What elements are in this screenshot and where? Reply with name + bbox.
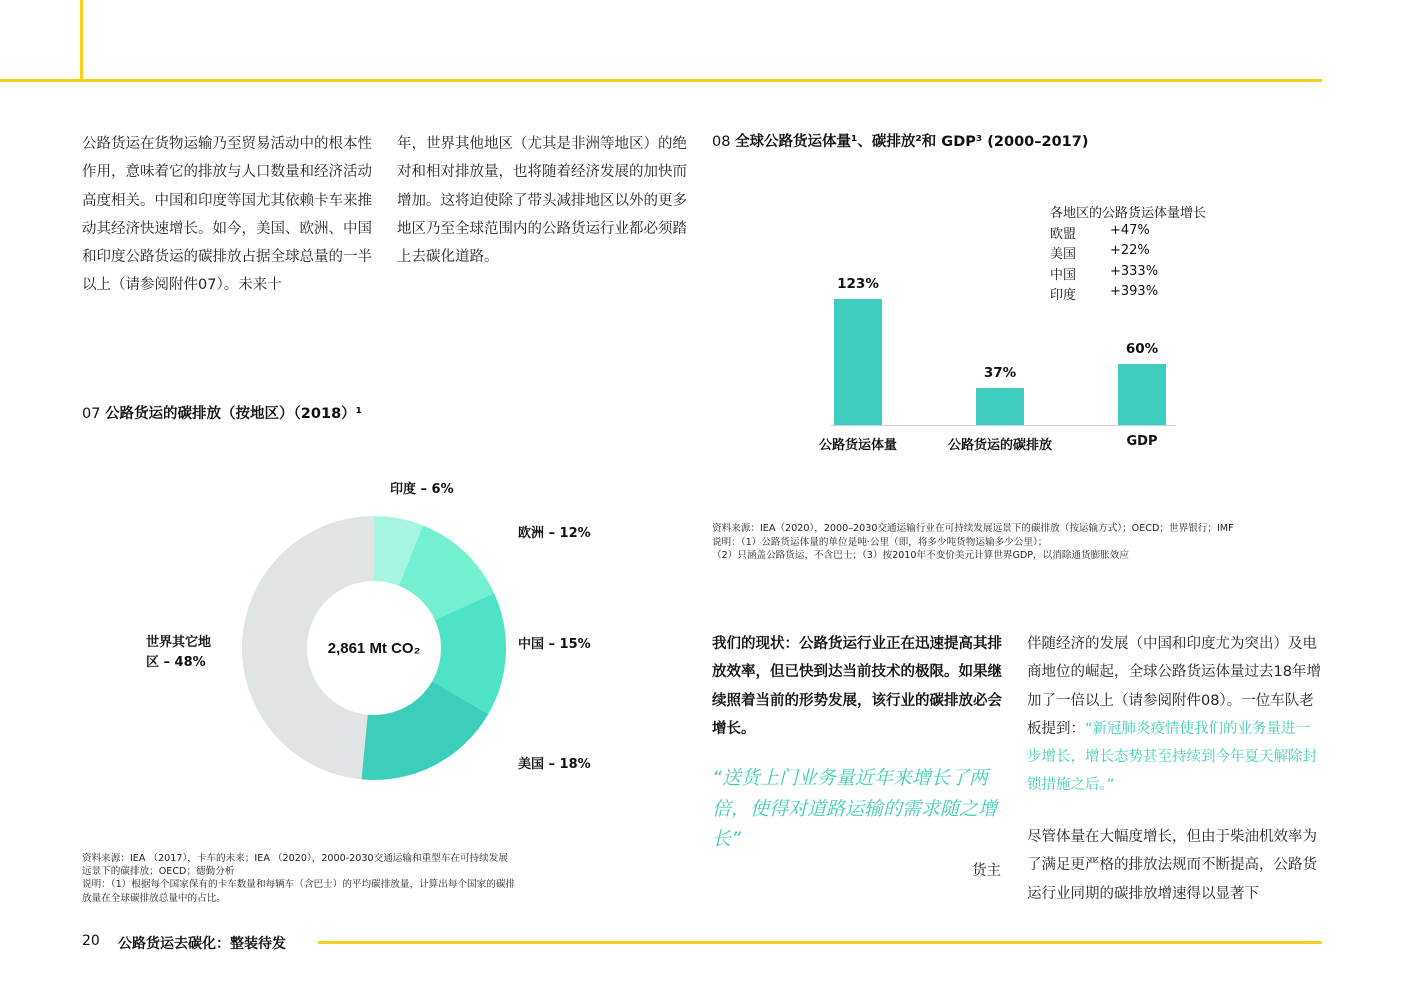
figure-07-title (82, 402, 362, 423)
figure-08-bar-chart (800, 270, 1200, 460)
pie-label-india: 印度 – 6% (390, 482, 454, 497)
bar (1118, 364, 1166, 426)
figure-08-number: 08 (712, 134, 731, 150)
figure-08-title (712, 130, 1089, 151)
figure-07-source-note (82, 852, 562, 905)
figure-07-source-line: 放量在全球碳排放总量中的占比。 (82, 892, 226, 904)
growth-table-row (1050, 243, 1206, 264)
intro-paragraph-col1: 公路货运在货物运输乃至贸易活动中的根本性作用，意味着它的排放与人口数量和经济活动高度相关。中国和印度等国尤其依赖卡车来推动其经济快速增长。如今，美国、欧洲、中国和印度公路货运的碳排放占据全球总量的一半以上（请参阅附件07）。未来十 (82, 136, 372, 294)
growth-region: 欧盟 (1050, 226, 1077, 242)
col4-paragraph-2: 尽管体量在大幅度增长，但由于柴油机效率为了满足更严格的排放法规而不断提高，公路货运行业同期的碳排放增速得以显著下 (1027, 829, 1317, 902)
growth-table-header: 各地区的公路货运体量增长 (1050, 206, 1207, 221)
growth-value: +22% (1110, 243, 1150, 258)
pie-label-rest-line2: 区 – 48% (146, 655, 206, 670)
bar (834, 299, 882, 426)
bar (976, 388, 1024, 426)
col4-paragraph-1 (1027, 630, 1323, 800)
pull-quote-attribution: 货主 (972, 863, 1001, 879)
bar-value-label: 60% (1125, 341, 1159, 358)
col4-paragraph-1-text: 伴随经济的发展（中国和印度尤为突出）及电商地位的崛起，全球公路货运体量过去18年增加了一倍以上（请参阅附件08）。一位车队老板提到： (1027, 636, 1321, 737)
intro-paragraph-col2: 年，世界其他地区（尤其是非洲等地区）的绝对和相对排放量，也将随着经济发展的加快而增加。这将迫使除了带头减排地区以外的更多地区乃至全球范围内的公路货运行业都必须踏上去碳化道路。 (397, 136, 687, 266)
bar-category-label: GDP (1126, 434, 1158, 449)
figure-08-source-line: 说明：（1）公路货运体量的单位是吨·公里（即，将多少吨货物运输多少公里）； (712, 536, 1048, 548)
pull-quote: “送货上门业务量近年来增长了两倍，使得对道路运输的需求随之增长” (712, 767, 998, 850)
figure-07-source-line: 说明：（1）根据每个国家保有的卡车数量和每辆车（含巴士）的平均碳排放量，计算出每个国家的碳排 (82, 879, 516, 891)
figure-08-title-text: 全球公路货运体量¹、碳排放²和 GDP³ (2000–2017) (735, 134, 1089, 150)
figure-07-title-text: 公路货运的碳排放（按地区）（2018）¹ (105, 406, 363, 422)
growth-value: +333% (1110, 263, 1159, 279)
growth-region: 中国 (1050, 267, 1077, 283)
pie-label-europe: 欧洲 – 12% (518, 526, 591, 541)
footer-title: 公路货运去碳化：整装待发 (118, 936, 286, 952)
current-status-paragraph: 我们的现状：公路货运行业正在迅速提高其排放效率，但已快到达当前技术的极限。如果继续照着当前的形势发展，该行业的碳排放必会增长。 (712, 636, 1002, 737)
bar-value-label: 37% (983, 364, 1017, 381)
figure-07-number: 07 (82, 406, 101, 422)
growth-region: 美国 (1050, 247, 1077, 262)
bar-category-label: 公路货运的碳排放 (947, 438, 1052, 453)
pie-label-usa: 美国 – 18% (518, 757, 591, 772)
bar-value-label: 123% (837, 276, 879, 293)
footer-page-number: 20 (82, 933, 100, 949)
footer-rule (318, 941, 1322, 944)
bar-baseline (830, 425, 1176, 426)
figure-07-donut-chart (240, 514, 508, 782)
figure-08-source-line: （2）只涵盖公路货运，不含巴士；（3）按2010年不变价美元计算世界GDP，以消除通货膨胀效应 (712, 550, 1129, 561)
figure-07-source-line: 资料来源：IEA （2017），卡车的未来；IEA （2020），2000-2030交通运输和重型车在可持续发展 (82, 853, 508, 864)
pie-label-china: 中国 – 15% (518, 637, 591, 652)
header-vertical-rule (80, 0, 83, 81)
growth-value: +47% (1110, 222, 1150, 238)
figure-08-source-note (712, 522, 1332, 563)
bar-category-label: 公路货运体量 (818, 438, 897, 453)
figure-07-source-line: 远景下的碳排放；OECD；德勤分析 (82, 866, 235, 878)
fleet-owner-quote: “新冠肺炎疫情使我们的业务量进一步增长，增长态势甚至持续到今年夏天解除封锁措施之后。” (1027, 720, 1317, 794)
growth-table-row (1050, 223, 1206, 244)
pie-label-rest-line1: 世界其它地 (146, 635, 212, 650)
figure-08-source-line: 资料来源：IEA（2020），2000–2030交通运输行业在可持续发展远景下的碳排放（按运输方式）；OECD；世界银行；IMF (712, 523, 1234, 534)
donut-center-label: 2,861 Mt CO₂ (327, 640, 421, 657)
header-horizontal-rule (0, 79, 1322, 82)
pie-label-rest-of-world (146, 633, 211, 673)
growth-value: +393% (1110, 284, 1159, 299)
growth-region: 印度 (1050, 288, 1077, 303)
